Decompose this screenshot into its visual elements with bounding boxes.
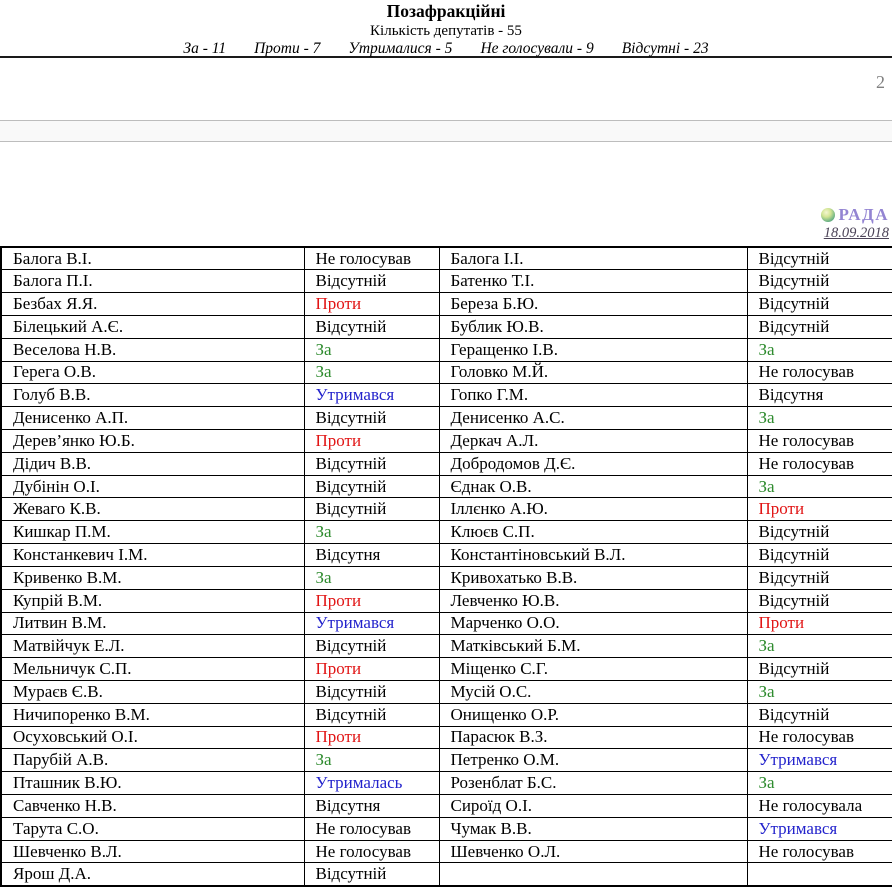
deputy-name-cell	[439, 863, 747, 886]
table-row	[1, 772, 892, 795]
table-row	[1, 635, 892, 658]
rada-logo-block	[821, 205, 889, 242]
vote-cell: За	[304, 521, 439, 544]
page-number: 2	[876, 72, 885, 92]
summary-za: За - 11	[183, 40, 227, 57]
deputy-name-cell: Веселова Н.В.	[1, 338, 304, 361]
table-row	[1, 315, 892, 338]
table-row	[1, 817, 892, 840]
deputy-name-cell: Деркач А.Л.	[439, 430, 747, 453]
table-row	[1, 430, 892, 453]
table-row	[1, 703, 892, 726]
deputy-name-cell: Головко М.Й.	[439, 361, 747, 384]
deputy-name-cell: Клюєв С.П.	[439, 521, 747, 544]
deputy-name-cell: Дерев’янко Ю.Б.	[1, 430, 304, 453]
vote-cell: Проти	[304, 430, 439, 453]
table-row	[1, 612, 892, 635]
deputy-name-cell: Шевченко О.Л.	[439, 840, 747, 863]
deputy-name-cell: Іллєнко А.Ю.	[439, 498, 747, 521]
vote-cell: Відсутній	[304, 270, 439, 293]
faction-title: Позафракційні	[386, 1, 506, 21]
page-separator-band	[0, 120, 892, 142]
summary-proty: Проти - 7	[254, 40, 321, 57]
table-row	[1, 840, 892, 863]
vote-cell: Відсутній	[304, 498, 439, 521]
deputy-name-cell: Білецький А.Є.	[1, 315, 304, 338]
summary-vidsutni: Відсутні - 23	[621, 40, 709, 57]
vote-cell: Відсутній	[304, 475, 439, 498]
table-row	[1, 361, 892, 384]
table-row	[1, 544, 892, 567]
table-row	[1, 475, 892, 498]
deputy-name-cell: Чумак В.В.	[439, 817, 747, 840]
table-row	[1, 452, 892, 475]
vote-cell: Відсутній	[304, 863, 439, 886]
vote-cell: Відсутній	[747, 315, 892, 338]
table-row	[1, 407, 892, 430]
vote-cell: Відсутній	[747, 544, 892, 567]
table-row	[1, 658, 892, 681]
deputy-name-cell: Денисенко А.С.	[439, 407, 747, 430]
table-row	[1, 726, 892, 749]
vote-cell: Відсутній	[304, 315, 439, 338]
deputy-name-cell: Литвин В.М.	[1, 612, 304, 635]
deputy-name-cell: Матківський Б.М.	[439, 635, 747, 658]
deputy-name-cell: Сироїд О.І.	[439, 795, 747, 818]
vote-cell: Не голосував	[304, 840, 439, 863]
vote-cell: Відсутній	[747, 247, 892, 270]
vote-cell: Утримався	[304, 612, 439, 635]
vote-cell: Відсутній	[747, 566, 892, 589]
vote-cell: Не голосував	[747, 430, 892, 453]
vote-cell: За	[304, 749, 439, 772]
vote-cell	[747, 863, 892, 886]
deputy-name-cell: Гопко Г.М.	[439, 384, 747, 407]
deputy-name-cell: Дідич В.В.	[1, 452, 304, 475]
vote-cell: Відсутній	[304, 680, 439, 703]
table-row	[1, 338, 892, 361]
deputy-name-cell: Купрій В.М.	[1, 589, 304, 612]
vote-cell: За	[304, 361, 439, 384]
deputy-name-cell: Кривенко В.М.	[1, 566, 304, 589]
vote-cell: За	[747, 475, 892, 498]
vote-cell: За	[304, 338, 439, 361]
summary-ne-holosuvaly: Не голосували - 9	[480, 40, 594, 57]
deputy-name-cell: Петренко О.М.	[439, 749, 747, 772]
vote-cell: За	[747, 680, 892, 703]
deputy-name-cell: Балога П.І.	[1, 270, 304, 293]
deputy-count: Кількість депутатів - 55	[370, 23, 522, 39]
deputy-name-cell: Голуб В.В.	[1, 384, 304, 407]
vote-cell: За	[747, 407, 892, 430]
deputy-name-cell: Балога І.І.	[439, 247, 747, 270]
deputy-name-cell: Мельничук С.П.	[1, 658, 304, 681]
table-row	[1, 589, 892, 612]
vote-cell: За	[304, 566, 439, 589]
deputy-name-cell: Денисенко А.П.	[1, 407, 304, 430]
deputy-name-cell: Матвійчук Е.Л.	[1, 635, 304, 658]
vote-cell: Проти	[304, 658, 439, 681]
vote-cell: Відсутня	[304, 544, 439, 567]
deputy-name-cell: Геращенко І.В.	[439, 338, 747, 361]
vote-cell: Не голосував	[747, 840, 892, 863]
deputy-name-cell: Тарута С.О.	[1, 817, 304, 840]
vote-cell: Відсутній	[304, 452, 439, 475]
vote-cell: Відсутній	[304, 703, 439, 726]
deputy-name-cell: Міщенко С.Г.	[439, 658, 747, 681]
deputy-name-cell: Ярош Д.А.	[1, 863, 304, 886]
vote-cell: Відсутній	[747, 658, 892, 681]
table-row	[1, 566, 892, 589]
page-header	[0, 0, 892, 58]
vote-cell: Відсутній	[747, 521, 892, 544]
vote-cell: Утримався	[304, 384, 439, 407]
deputy-name-cell: Єднак О.В.	[439, 475, 747, 498]
deputy-name-cell: Безбах Я.Я.	[1, 293, 304, 316]
table-row	[1, 795, 892, 818]
vote-cell: Відсутній	[747, 703, 892, 726]
vote-cell: Відсутній	[304, 635, 439, 658]
table-row	[1, 384, 892, 407]
table-row	[1, 293, 892, 316]
vote-table	[0, 246, 892, 887]
vote-cell: Відсутня	[304, 795, 439, 818]
vote-cell: Відсутній	[304, 407, 439, 430]
vote-summary	[0, 40, 892, 58]
vote-cell: Не голосував	[747, 361, 892, 384]
vote-cell: Утрималась	[304, 772, 439, 795]
rada-logo	[821, 205, 889, 224]
vote-cell: Не голосував	[747, 452, 892, 475]
deputy-name-cell: Розенблат Б.С.	[439, 772, 747, 795]
deputy-name-cell: Марченко О.О.	[439, 612, 747, 635]
rada-logo-text: РАДА	[838, 205, 889, 224]
table-row	[1, 749, 892, 772]
vote-date: 18.09.2018	[823, 225, 889, 241]
vote-cell: Проти	[747, 612, 892, 635]
deputy-name-cell: Добродомов Д.Є.	[439, 452, 747, 475]
vote-cell: Проти	[304, 589, 439, 612]
vote-cell: Проти	[304, 726, 439, 749]
deputy-name-cell: Жеваго К.В.	[1, 498, 304, 521]
vote-cell: Відсутній	[747, 293, 892, 316]
vote-cell: За	[747, 338, 892, 361]
deputy-name-cell: Констанкевич І.М.	[1, 544, 304, 567]
deputy-name-cell: Береза Б.Ю.	[439, 293, 747, 316]
table-row	[1, 680, 892, 703]
vote-cell: Відсутній	[747, 589, 892, 612]
vote-cell: Не голосувала	[747, 795, 892, 818]
vote-cell: За	[747, 772, 892, 795]
vote-cell: За	[747, 635, 892, 658]
summary-utrymalysia: Утрималися - 5	[348, 40, 453, 57]
rada-sphere-icon	[821, 208, 835, 222]
vote-cell: Проти	[747, 498, 892, 521]
deputy-name-cell: Балога В.І.	[1, 247, 304, 270]
vote-cell: Проти	[304, 293, 439, 316]
table-row	[1, 521, 892, 544]
vote-cell: Утримався	[747, 749, 892, 772]
vote-table-body	[1, 247, 892, 886]
deputy-name-cell: Парасюк В.З.	[439, 726, 747, 749]
deputy-name-cell: Бублик Ю.В.	[439, 315, 747, 338]
deputy-name-cell: Кривохатько В.В.	[439, 566, 747, 589]
vote-cell: Не голосував	[304, 817, 439, 840]
deputy-name-cell: Батенко Т.І.	[439, 270, 747, 293]
table-row	[1, 498, 892, 521]
deputy-name-cell: Дубінін О.І.	[1, 475, 304, 498]
deputy-name-cell: Кишкар П.М.	[1, 521, 304, 544]
deputy-name-cell: Парубій А.В.	[1, 749, 304, 772]
vote-cell: Відсутній	[747, 270, 892, 293]
table-row	[1, 863, 892, 886]
deputy-name-cell: Ничипоренко В.М.	[1, 703, 304, 726]
deputy-name-cell: Мусій О.С.	[439, 680, 747, 703]
deputy-name-cell: Савченко Н.В.	[1, 795, 304, 818]
deputy-name-cell: Константіновський В.Л.	[439, 544, 747, 567]
deputy-name-cell: Шевченко В.Л.	[1, 840, 304, 863]
deputy-name-cell: Осуховський О.І.	[1, 726, 304, 749]
deputy-name-cell: Герега О.В.	[1, 361, 304, 384]
vote-cell: Не голосував	[304, 247, 439, 270]
deputy-name-cell: Пташник В.Ю.	[1, 772, 304, 795]
table-row	[1, 270, 892, 293]
vote-cell: Не голосував	[747, 726, 892, 749]
deputy-name-cell: Онищенко О.Р.	[439, 703, 747, 726]
vote-cell: Відсутня	[747, 384, 892, 407]
vote-cell: Утримався	[747, 817, 892, 840]
table-row	[1, 247, 892, 270]
deputy-name-cell: Мураєв Є.В.	[1, 680, 304, 703]
deputy-name-cell: Левченко Ю.В.	[439, 589, 747, 612]
